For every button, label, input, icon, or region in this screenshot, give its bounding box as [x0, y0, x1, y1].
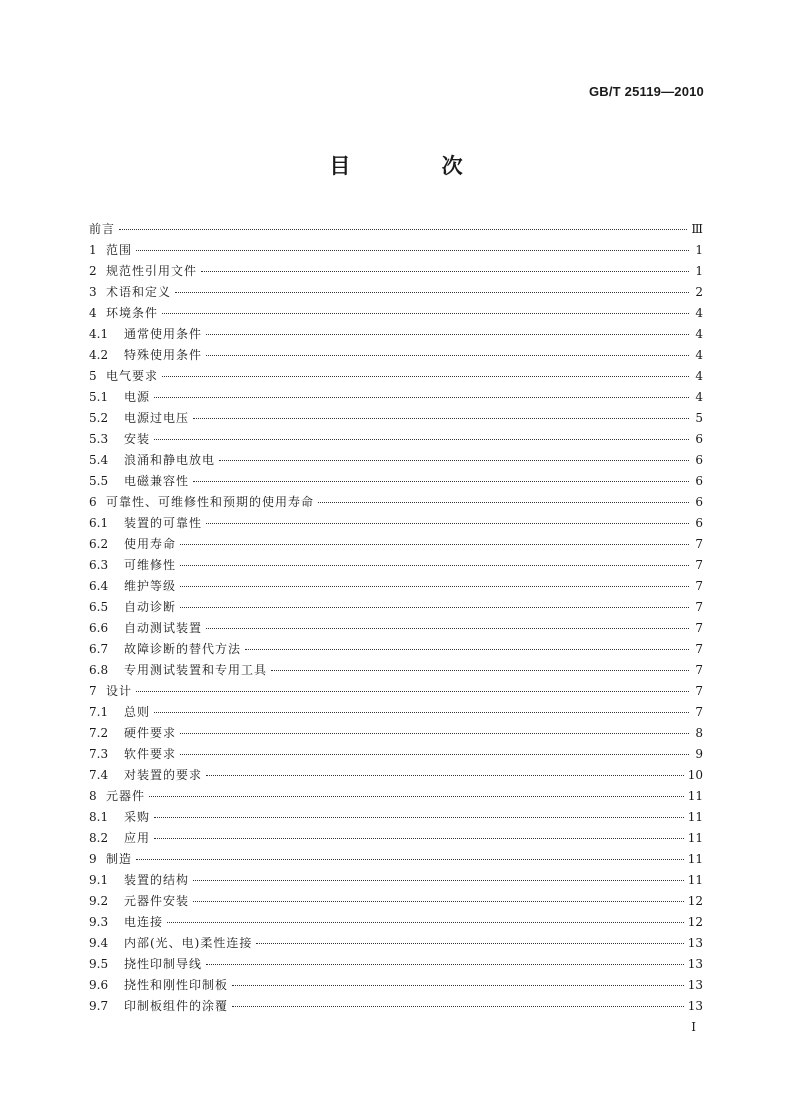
toc-entry-number: 6.4: [89, 579, 109, 593]
toc-entry-label: 采购: [124, 810, 151, 824]
toc-dot-leader: [219, 459, 689, 461]
toc-entry[interactable]: [89, 408, 703, 429]
toc-dot-leader: [206, 333, 689, 335]
toc-entry-number: 8.2: [89, 831, 109, 845]
toc-entry-page: 6: [695, 432, 703, 446]
toc-entry[interactable]: [89, 366, 703, 387]
toc-entry-page: 1: [695, 264, 703, 278]
toc-dot-leader: [167, 921, 684, 923]
toc-entry-label: 安装: [124, 432, 151, 446]
toc-entry-page: 9: [695, 747, 703, 761]
toc-entry-page: 13: [687, 999, 703, 1013]
toc-entry-page: 13: [687, 957, 703, 971]
toc-entry-number: 5.3: [89, 432, 109, 446]
toc-entry-page: 4: [695, 348, 703, 362]
toc-entry-label: 挠性和刚性印制板: [124, 978, 229, 992]
toc-entry-label: 电连接: [124, 915, 164, 929]
toc-entry[interactable]: [89, 513, 703, 534]
toc-entry[interactable]: [89, 387, 703, 408]
toc-dot-leader: [136, 690, 689, 692]
toc-entry-label: 可靠性、可维修性和预期的使用寿命: [106, 495, 315, 509]
toc-entry[interactable]: [89, 240, 703, 261]
toc-entry[interactable]: [89, 723, 703, 744]
toc-entry[interactable]: [89, 681, 703, 702]
toc-entry-label: 自动测试装置: [124, 621, 203, 635]
toc-dot-leader: [193, 879, 684, 881]
toc-entry-page: 6: [695, 516, 703, 530]
toc-entry[interactable]: [89, 912, 703, 933]
toc-entry-label: 挠性印制导线: [124, 957, 203, 971]
toc-entry-page: 7: [695, 684, 703, 698]
toc-entry-page: 6: [695, 453, 703, 467]
toc-entry-number: 9.5: [89, 957, 109, 971]
toc-entry-number: 6.8: [89, 663, 109, 677]
toc-dot-leader: [206, 627, 689, 629]
toc-entry-page: 11: [687, 831, 703, 845]
toc-entry[interactable]: [89, 996, 703, 1017]
toc-entry-number: 7.2: [89, 726, 109, 740]
toc-entry-number: 6.5: [89, 600, 109, 614]
toc-dot-leader: [136, 249, 689, 251]
toc-entry-label: 装置的可靠性: [124, 516, 203, 530]
toc-entry-number: 6.1: [89, 516, 109, 530]
toc-dot-leader: [154, 816, 684, 818]
toc-entry-number: 5.2: [89, 411, 109, 425]
toc-entry[interactable]: [89, 597, 703, 618]
toc-entry-page: 1: [695, 243, 703, 257]
toc-dot-leader: [271, 669, 689, 671]
toc-entry-page: 5: [695, 411, 703, 425]
toc-entry-page: 10: [687, 768, 703, 782]
toc-entry-label: 设计: [106, 684, 133, 698]
toc-dot-leader: [180, 564, 689, 566]
toc-dot-leader: [256, 942, 683, 944]
toc-entry-page: 12: [687, 915, 703, 929]
toc-entry[interactable]: [89, 954, 703, 975]
toc-entry[interactable]: [89, 450, 703, 471]
standard-code: GB/T 25119—2010: [588, 84, 704, 99]
toc-dot-leader: [245, 648, 689, 650]
page-title: 目 次: [329, 154, 505, 178]
toc-dot-leader: [180, 732, 689, 734]
toc-entry-number: 6: [89, 495, 97, 509]
toc-entry-page: 4: [695, 390, 703, 404]
toc-dot-leader: [180, 585, 689, 587]
toc-entry[interactable]: [89, 975, 703, 996]
toc-entry[interactable]: [89, 870, 703, 891]
toc-entry-page: 11: [687, 852, 703, 866]
toc-entry-page: 7: [695, 642, 703, 656]
toc-entry-label: 范围: [106, 243, 133, 257]
toc-entry-label: 印制板组件的涂覆: [124, 999, 229, 1013]
toc-dot-leader: [201, 270, 689, 272]
toc-entry-page: 8: [695, 726, 703, 740]
toc-entry[interactable]: [89, 534, 703, 555]
toc-entry-label: 总则: [124, 705, 151, 719]
toc-dot-leader: [154, 837, 684, 839]
toc-entry[interactable]: [89, 933, 703, 954]
toc-dot-leader: [162, 375, 689, 377]
toc-entry-page: 4: [695, 306, 703, 320]
toc-dot-leader: [180, 606, 689, 608]
toc-entry-page: 11: [687, 873, 703, 887]
toc-entry-number: 7.3: [89, 747, 109, 761]
page-number: I: [691, 1020, 696, 1034]
toc-dot-leader: [162, 312, 689, 314]
toc-entry-label: 内部(光、电)柔性连接: [124, 936, 253, 950]
toc-entry[interactable]: [89, 492, 703, 513]
toc-entry[interactable]: [89, 282, 703, 303]
toc-entry-label: 软件要求: [124, 747, 177, 761]
toc-entry[interactable]: [89, 744, 703, 765]
toc-entry[interactable]: [89, 702, 703, 723]
toc-entry-number: 7.1: [89, 705, 109, 719]
toc-dot-leader: [180, 753, 689, 755]
toc-entry[interactable]: [89, 261, 703, 282]
toc-entry-number: 9.1: [89, 873, 109, 887]
toc-dot-leader: [119, 228, 687, 230]
toc-entry-label: 电气要求: [106, 369, 159, 383]
toc-entry[interactable]: [89, 324, 703, 345]
toc-entry-number: 9.2: [89, 894, 109, 908]
toc-entry-page: 2: [695, 285, 703, 299]
toc-entry-label: 通常使用条件: [124, 327, 203, 341]
toc-dot-leader: [154, 396, 689, 398]
toc-entry-number: 9.7: [89, 999, 109, 1013]
toc-entry-page: 13: [687, 978, 703, 992]
toc-dot-leader: [154, 438, 689, 440]
toc-entry[interactable]: [89, 618, 703, 639]
toc-entry[interactable]: [89, 660, 703, 681]
toc-entry-number: 9.4: [89, 936, 109, 950]
toc-entry-label: 使用寿命: [124, 537, 177, 551]
toc-dot-leader: [175, 291, 689, 293]
toc-entry-label: 故障诊断的替代方法: [124, 642, 242, 656]
toc-entry-label: 装置的结构: [124, 873, 190, 887]
toc-entry-number: 6.3: [89, 558, 109, 572]
toc-entry[interactable]: [89, 219, 703, 240]
toc-entry-page: Ⅲ: [691, 222, 703, 236]
toc-entry-number: 7: [89, 684, 97, 698]
toc-entry-page: 7: [695, 621, 703, 635]
toc-entry[interactable]: [89, 828, 703, 849]
toc-entry-label: 元器件安装: [124, 894, 190, 908]
toc-entry[interactable]: [89, 765, 703, 786]
toc-entry-number: 5.1: [89, 390, 109, 404]
toc-entry-page: 7: [695, 579, 703, 593]
toc-entry-label: 浪涌和静电放电: [124, 453, 216, 467]
toc-entry-number: 4.2: [89, 348, 109, 362]
toc-entry-page: 7: [695, 705, 703, 719]
toc-entry-page: 12: [687, 894, 703, 908]
toc-entry-page: 13: [687, 936, 703, 950]
toc-entry-number: 6.7: [89, 642, 109, 656]
toc-dot-leader: [206, 354, 689, 356]
toc-entry-number: 2: [89, 264, 97, 278]
toc-entry-number: 9.3: [89, 915, 109, 929]
toc-entry-label: 专用测试装置和专用工具: [124, 663, 268, 677]
toc-dot-leader: [193, 417, 689, 419]
toc-dot-leader: [232, 1005, 684, 1007]
toc-entry-label: 维护等级: [124, 579, 177, 593]
toc-dot-leader: [206, 522, 689, 524]
toc-entry-page: 7: [695, 663, 703, 677]
toc-entry-label: 硬件要求: [124, 726, 177, 740]
toc-entry[interactable]: [89, 849, 703, 870]
toc-entry[interactable]: [89, 639, 703, 660]
toc-entry-label: 自动诊断: [124, 600, 177, 614]
toc-entry-number: 1: [89, 243, 97, 257]
toc-entry-label: 电源过电压: [124, 411, 190, 425]
toc-entry-number: 5: [89, 369, 97, 383]
toc-entry[interactable]: [89, 555, 703, 576]
toc-dot-leader: [180, 543, 689, 545]
toc-dot-leader: [149, 795, 684, 797]
toc-entry-page: 6: [695, 474, 703, 488]
toc-dot-leader: [193, 480, 689, 482]
toc-entry-number: 9: [89, 852, 97, 866]
toc-entry-number: 8.1: [89, 810, 109, 824]
toc-entry-label: 电磁兼容性: [124, 474, 190, 488]
toc-entry[interactable]: [89, 807, 703, 828]
toc-entry-number: 4: [89, 306, 97, 320]
toc-dot-leader: [136, 858, 684, 860]
toc-entry-page: 7: [695, 537, 703, 551]
toc-entry-page: 4: [695, 327, 703, 341]
toc-entry-page: 7: [695, 558, 703, 572]
toc-entry-label: 对装置的要求: [124, 768, 203, 782]
toc-entry[interactable]: [89, 345, 703, 366]
toc-entry[interactable]: [89, 576, 703, 597]
toc-entry-label: 环境条件: [106, 306, 159, 320]
toc-dot-leader: [206, 963, 684, 965]
toc-dot-leader: [193, 900, 684, 902]
toc-entry[interactable]: [89, 891, 703, 912]
toc-entry-number: 7.4: [89, 768, 109, 782]
toc-entry-page: 4: [695, 369, 703, 383]
toc-entry-number: 4.1: [89, 327, 109, 341]
table-of-contents: [89, 219, 703, 1017]
toc-entry-number: 3: [89, 285, 97, 299]
toc-entry[interactable]: [89, 303, 703, 324]
toc-entry-page: 6: [695, 495, 703, 509]
toc-entry-label: 前言: [89, 222, 116, 236]
toc-dot-leader: [232, 984, 684, 986]
toc-entry-number: 9.6: [89, 978, 109, 992]
toc-entry[interactable]: [89, 429, 703, 450]
toc-entry-number: 5.4: [89, 453, 109, 467]
toc-dot-leader: [206, 774, 684, 776]
toc-entry-number: 5.5: [89, 474, 109, 488]
toc-entry-label: 术语和定义: [106, 285, 172, 299]
toc-dot-leader: [318, 501, 689, 503]
toc-entry[interactable]: [89, 786, 703, 807]
toc-entry-page: 7: [695, 600, 703, 614]
toc-entry-label: 元器件: [106, 789, 146, 803]
toc-entry-number: 8: [89, 789, 97, 803]
toc-entry-label: 电源: [124, 390, 151, 404]
toc-entry-label: 可维修性: [124, 558, 177, 572]
toc-entry-number: 6.2: [89, 537, 109, 551]
toc-entry-label: 规范性引用文件: [106, 264, 198, 278]
toc-entry[interactable]: [89, 471, 703, 492]
toc-entry-page: 11: [687, 789, 703, 803]
toc-entry-number: 6.6: [89, 621, 109, 635]
toc-entry-label: 应用: [124, 831, 151, 845]
toc-entry-page: 11: [687, 810, 703, 824]
toc-dot-leader: [154, 711, 689, 713]
toc-entry-label: 制造: [106, 852, 133, 866]
toc-entry-label: 特殊使用条件: [124, 348, 203, 362]
